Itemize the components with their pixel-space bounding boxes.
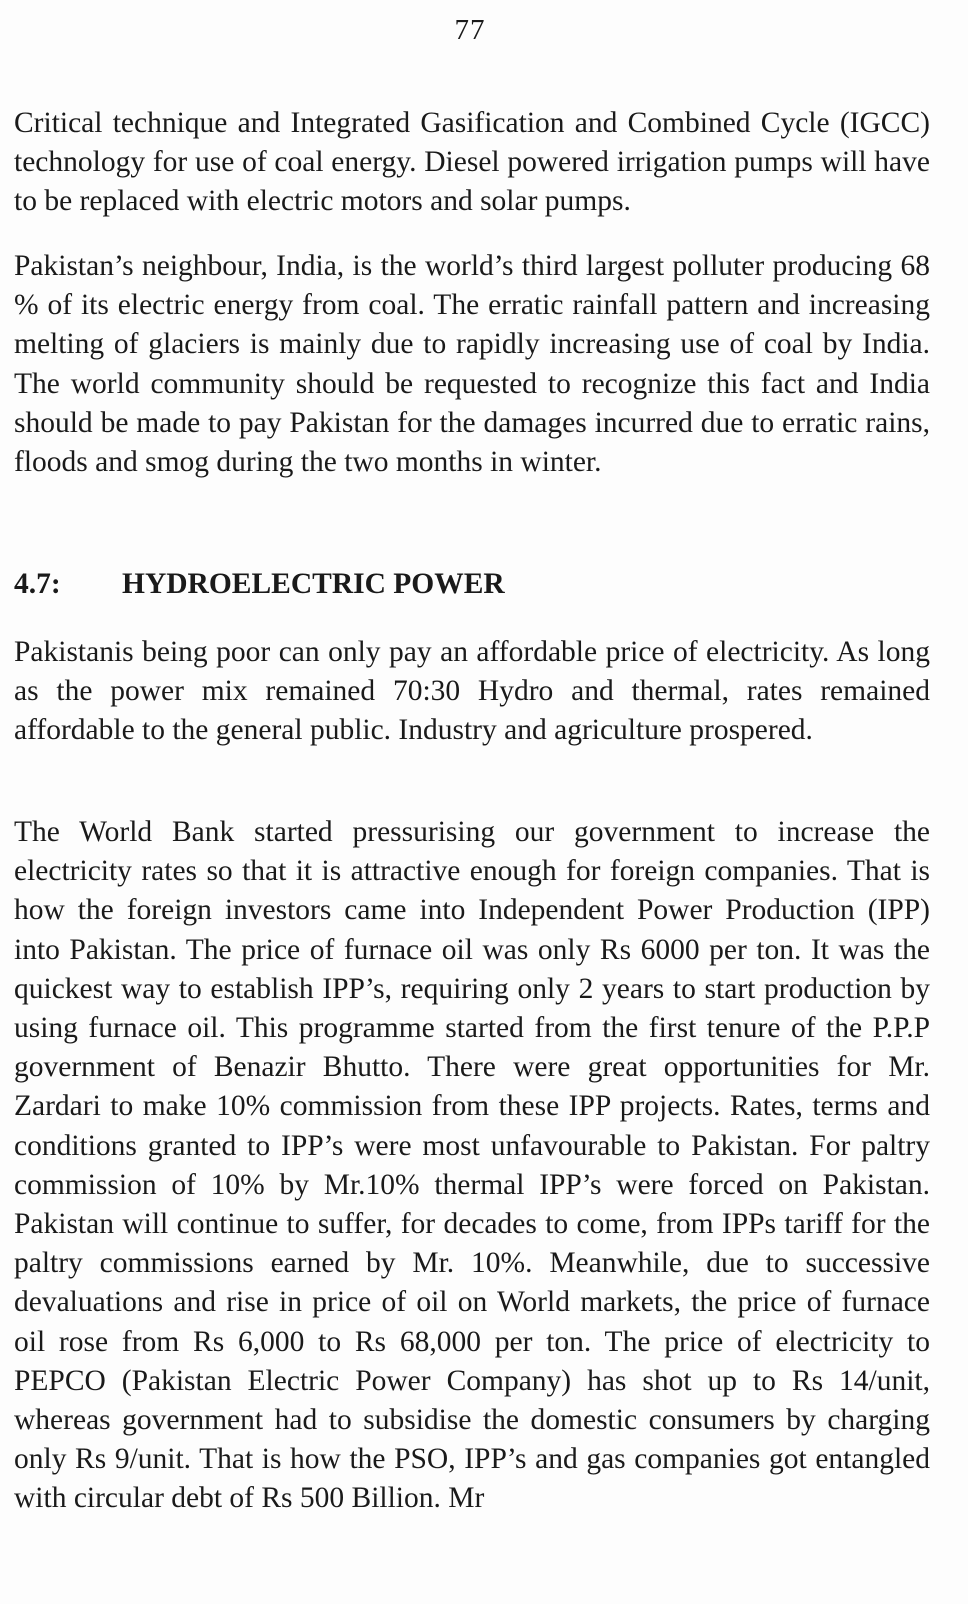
page-number: 77 bbox=[454, 14, 486, 46]
body-paragraph-1: Critical technique and Integrated Gasification and Combined Cycle (IGCC) technology for use of coal energy. Diesel powered irrigation pumps will have to be replaced with electric motors and solar pumps. bbox=[14, 107, 930, 218]
section-paragraph-2: The World Bank started pressurising our government to increase the electricity rates so that it is attractive enough for foreign companies. That is how the foreign investors came into Independent Power Production (IPP) into Pakistan. The price of furnace oil was only Rs 6000 per ton. It was the quickest way to establish IPP’s, requiring only 2 years to start production by using furnace oil. This programme started from the first tenure of the P.P.P government of Benazir Bhutto. There were great opportunities for Mr. Zardari to make 10% commission from these IPP projects. Rates, terms and conditions granted to IPP’s were most unfavourable to Pakistan. For paltry commission of 10% by Mr.10% thermal IPP’s were forced on Pakistan. Pakistan will continue to suffer, for decades to come, from IPPs tariff for the paltry commissions earned by Mr. 10%. Meanwhile, due to successive devaluations and rise in price of oil on World markets, the price of furnace oil rose from Rs 6,000 to Rs 68,000 per ton. The price of electricity to PEPCO (Pakistan Electric Power Company) has shot up to Rs 14/unit, whereas government had to subsidise the domestic consumers by charging only Rs 9/unit. That is how the PSO, IPP’s and gas companies got entangled with circular debt of Rs 500 Billion. Mr bbox=[14, 816, 930, 1515]
section-heading bbox=[14, 564, 930, 604]
body-paragraph-2: Pakistan’s neighbour, India, is the world’s third largest polluter producing 68 % of its electric energy from coal. The erratic rainfall pattern and increasing melting of glaciers is mainly due to rapidly increasing use of coal by India. The world community should be requested to recognize this fact and India should be made to pay Pakistan for the damages incurred due to erratic rains, floods and smog during the two months in winter. bbox=[14, 250, 930, 479]
section-number: 4.7: bbox=[14, 568, 61, 600]
section-title: HYDROELECTRIC POWER bbox=[122, 568, 505, 600]
section-paragraph-1: Pakistanis being poor can only pay an affordable price of electricity. As long as the power mix remained 70:30 Hydro and thermal, rates remained affordable to the general public. Industry and agriculture prospered. bbox=[14, 636, 930, 747]
